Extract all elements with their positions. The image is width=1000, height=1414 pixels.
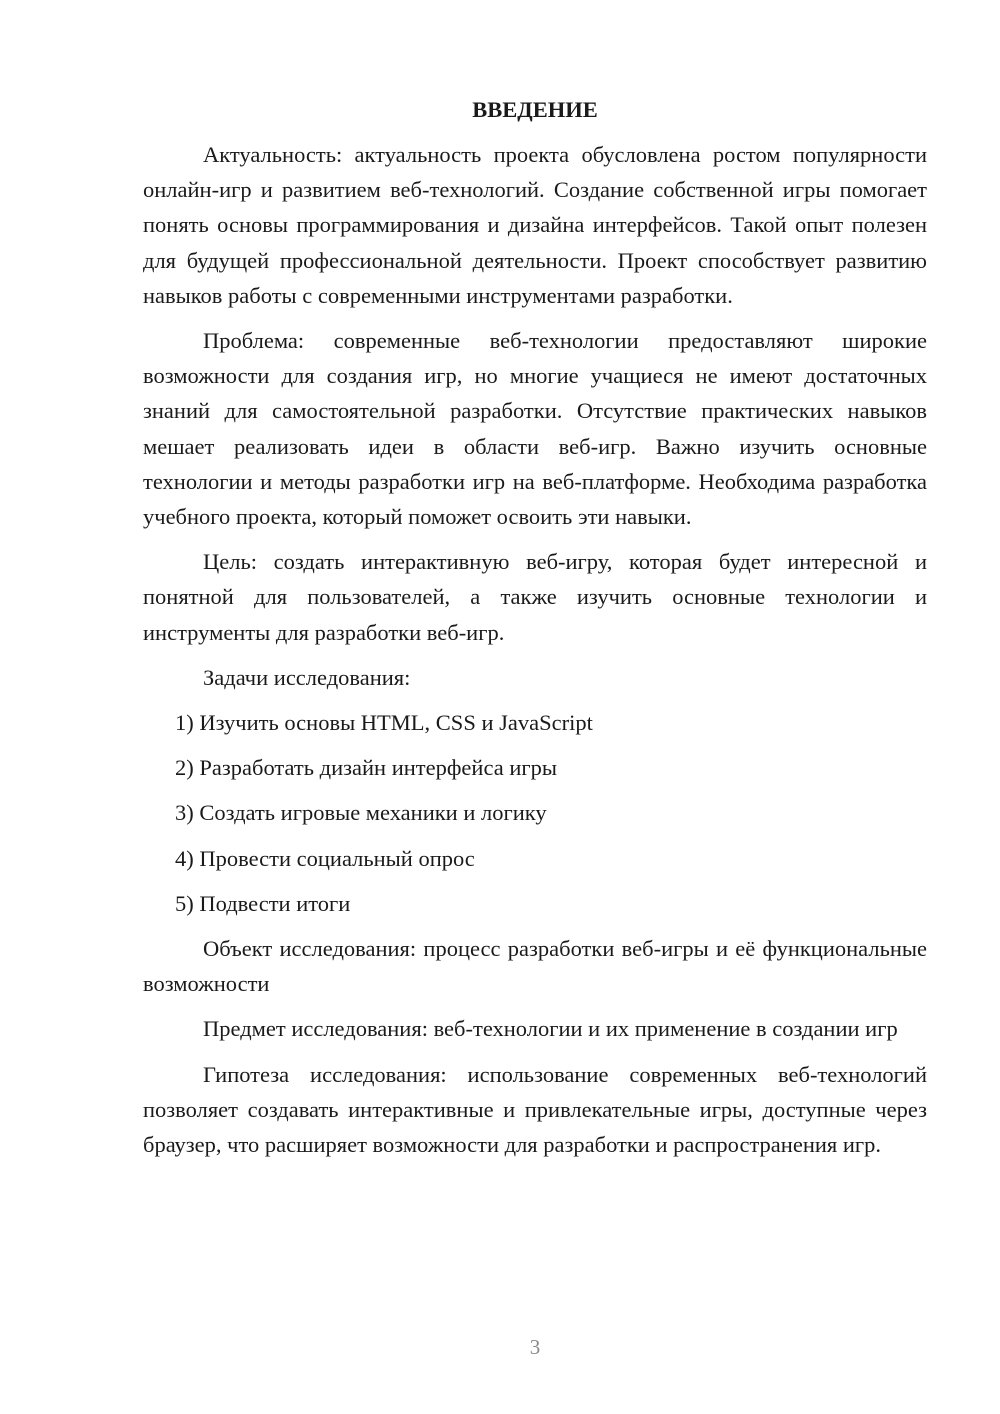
tasks-label: Задачи исследования: xyxy=(203,664,411,690)
list-item: 2) Разработать дизайн интерфейса игры xyxy=(175,755,557,781)
page-content xyxy=(143,92,927,1172)
paragraph-goal: Цель: создать интерактивную веб-игру, которая будет интересной и понятной для пользователей, а также изучить основные технологии и инструменты для разработки веб-игр. xyxy=(143,549,927,645)
paragraph-object: Объект исследования: процесс разработки веб-игры и её функциональные возможности xyxy=(143,936,927,997)
section-heading: ВВЕДЕНИЕ xyxy=(472,97,598,122)
list-item: 1) Изучить основы HTML, CSS и JavaScript xyxy=(175,710,593,736)
page-number: 3 xyxy=(529,1335,541,1359)
list-item: 4) Провести социальный опрос xyxy=(175,845,475,871)
paragraph-relevance: Актуальность: актуальность проекта обусловлена ростом популярности онлайн-игр и развитием веб-технологий. Создание собственной игры помогает понять основы программирования и дизайна интерфейсов. Такой опыт полезен для будущей профессиональной деятельности. Проект способствует развитию навыков работы с современными инструментами разработки. xyxy=(143,142,927,308)
paragraph-hypothesis: Гипотеза исследования: использование современных веб-технологий позволяет создавать интерактивные и привлекательные игры, доступные через браузер, что расширяет возможности для разработки и распространения игр. xyxy=(143,1061,927,1158)
paragraph-subject: Предмет исследования: веб-технологии и их применение в создании игр xyxy=(203,1016,898,1042)
tasks-list xyxy=(143,705,927,921)
list-item: 3) Создать игровые механики и логику xyxy=(175,800,547,826)
paragraph-problem: Проблема: современные веб-технологии предоставляют широкие возможности для создания игр, но многие учащиеся не имеют достаточных знаний для самостоятельной разработки. Отсутствие практических навыков мешает реализовать идеи в области веб-игр. Важно изучить основные технологии и методы разработки игр на веб-платформе. Необходима разработка учебного проекта, который поможет освоить эти навыки. xyxy=(143,328,927,530)
list-item: 5) Подвести итоги xyxy=(175,890,351,916)
